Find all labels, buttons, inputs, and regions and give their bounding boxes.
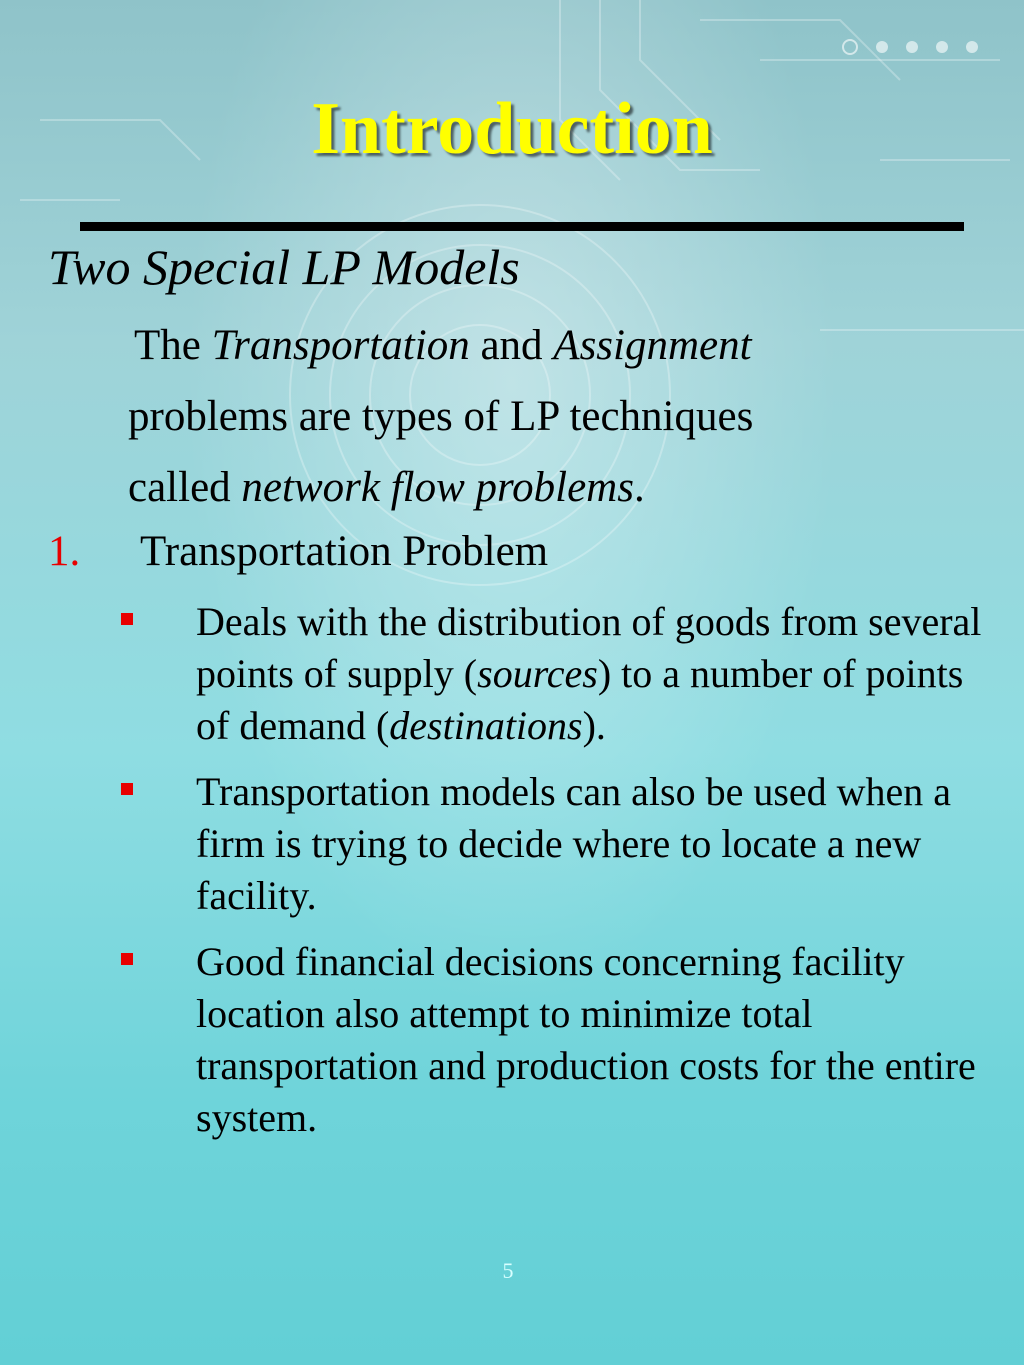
slide-title: Introduction (311, 88, 713, 170)
intro-text: The (134, 322, 212, 369)
square-bullet-icon (121, 783, 133, 795)
list-item (0, 766, 1024, 922)
section-subtitle: Two Special LP Models (48, 239, 520, 295)
list-item (0, 596, 1024, 752)
page-number: 5 (502, 1258, 514, 1283)
square-bullet-icon (121, 953, 133, 965)
bullet-list (0, 596, 1024, 1158)
bullet-text-part: ) to a number of points of demand ( (196, 651, 964, 748)
intro-emphasis-assignment: Assignment (553, 322, 752, 369)
bullet-text: Transportation models can also be used when a firm is trying to decide where to locate a new facility. (196, 769, 952, 918)
bullet-emphasis-sources: sources (477, 651, 598, 696)
bullet-emphasis-destinations: destinations (389, 703, 583, 748)
bullet-text-part: ). (582, 703, 606, 748)
intro-text: . (633, 464, 645, 511)
title-divider (80, 222, 964, 231)
intro-line-3 (128, 452, 948, 523)
intro-line-1 (128, 310, 948, 381)
list-item-heading: Transportation Problem (140, 528, 549, 575)
bullet-text-part: Deals with the distribution of goods from several points of supply ( (196, 599, 982, 696)
list-number: 1. (48, 528, 81, 575)
intro-emphasis-transportation: Transportation (211, 322, 470, 369)
intro-line-2: problems are types of LP techniques (128, 393, 754, 440)
square-bullet-icon (121, 613, 133, 625)
intro-paragraph (128, 310, 948, 523)
bullet-text (196, 596, 986, 752)
intro-text: called (128, 464, 242, 511)
intro-emphasis-network-flow: network flow problems (241, 464, 634, 511)
intro-text: and (469, 322, 554, 369)
list-item (0, 936, 1024, 1144)
bullet-text: Good financial decisions concerning facility location also attempt to minimize total transportation and production costs for the entire system. (196, 939, 976, 1140)
